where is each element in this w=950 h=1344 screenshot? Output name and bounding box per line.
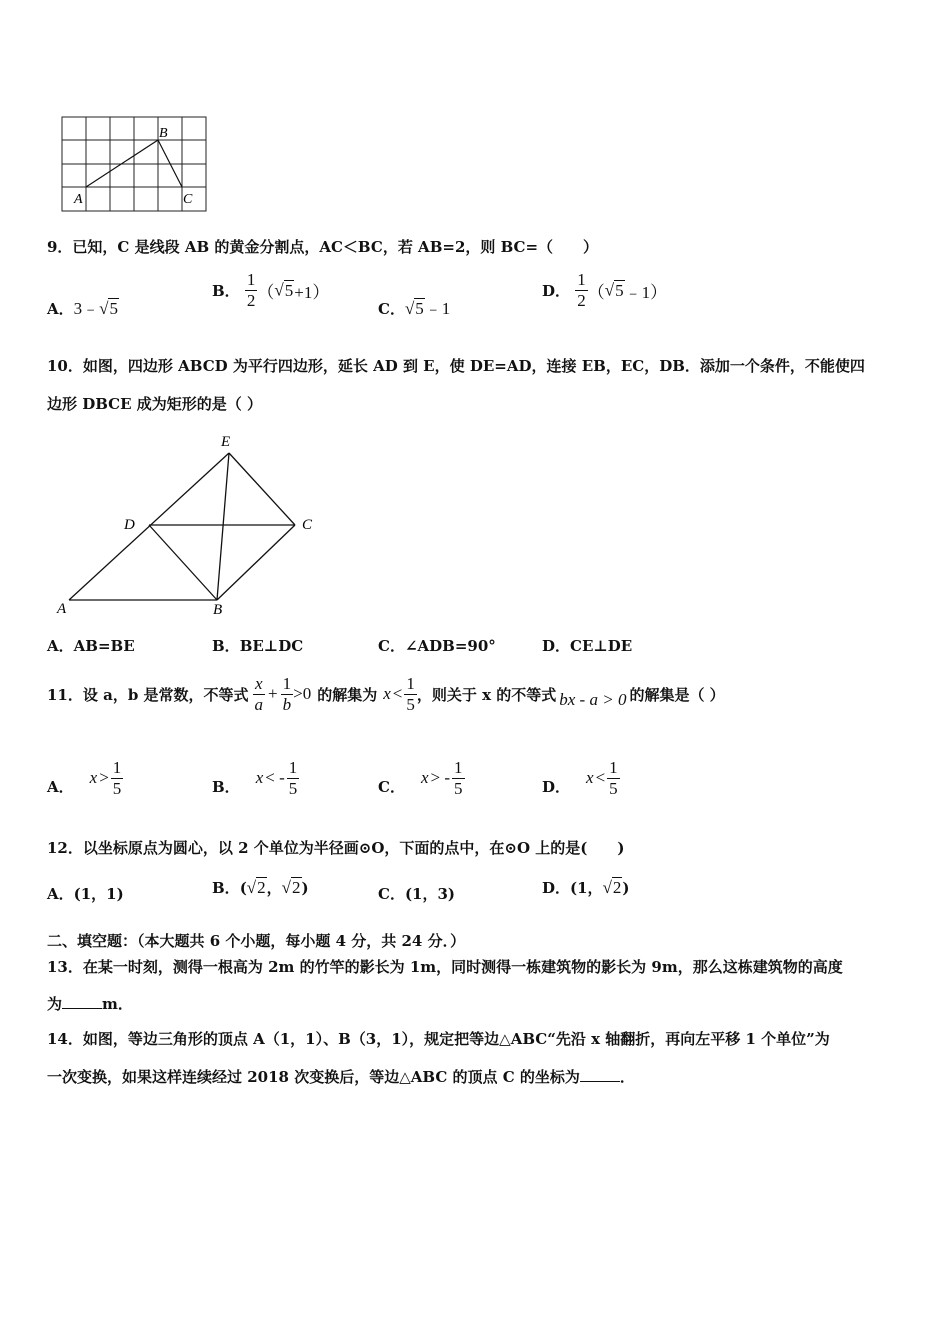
fraction-denominator: 2 — [246, 291, 256, 310]
option-text: AB=BE — [73, 637, 135, 655]
fraction-denominator: 5 — [454, 778, 463, 798]
sqrt-expression: √2 — [281, 878, 301, 897]
fraction-numerator: 1 — [282, 673, 292, 693]
inequality: bx - a > 0 — [559, 690, 627, 709]
q14-stem-line1: 14．如图，等边三角形的顶点 A（1，1）、B（3，1），规定把等边△ABC“先沿 x 轴翻折，再向左平移 1 个单位”为 — [47, 1030, 830, 1048]
q11-lead-text: 11．设 a，b 是常数，不等式 — [47, 685, 249, 704]
option-text: ∠ADB=90° — [404, 637, 496, 655]
q11-option-d[interactable] — [542, 756, 620, 800]
q12-option-d[interactable] — [542, 877, 630, 898]
option-label: C． — [378, 885, 405, 903]
fraction-numerator: 1 — [577, 270, 586, 289]
fraction-denominator: 5 — [609, 778, 618, 798]
parallelogram-svg — [55, 430, 325, 620]
option-text: (1，1) — [73, 885, 124, 903]
q10-option-b[interactable] — [212, 635, 303, 656]
answer-blank[interactable] — [62, 1008, 102, 1009]
grid-label-b: B — [159, 126, 168, 141]
operator: + — [268, 684, 278, 703]
option-label: D． — [542, 282, 571, 300]
q10-option-d[interactable] — [542, 635, 632, 656]
fraction — [404, 674, 417, 715]
grid-figure — [58, 115, 218, 217]
parallelogram-figure — [55, 430, 325, 620]
label-c: C — [302, 517, 313, 533]
option-text: ﹣1） — [624, 283, 668, 302]
fraction-numerator: 1 — [609, 757, 618, 777]
sqrt-expression: √2 — [246, 878, 266, 897]
q9-option-a[interactable] — [47, 294, 119, 319]
grid-label-c: C — [183, 192, 193, 207]
q13-text: 为 — [47, 995, 63, 1013]
fraction-denominator: 5 — [112, 778, 122, 798]
option-label: C． — [378, 777, 405, 796]
radicand: 5 — [615, 280, 624, 300]
variable: x — [383, 684, 391, 703]
label-b: B — [213, 602, 223, 618]
q11-tail-text: 的解集是（ ） — [629, 685, 725, 704]
radicand: 2 — [292, 878, 301, 897]
option-text: ( — [239, 879, 247, 897]
option-text: (1， — [570, 879, 603, 897]
variable: x — [420, 768, 429, 787]
q11-option-a[interactable] — [47, 756, 123, 800]
fraction — [253, 674, 266, 715]
fraction — [452, 758, 465, 799]
sqrt-expression: √2 — [602, 878, 622, 897]
q9-option-b[interactable] — [212, 270, 329, 311]
option-text: +1） — [294, 283, 330, 302]
q13-stem-line2 — [47, 993, 133, 1014]
q14-text: 一次变换，如果这样连续经过 2018 次变换后，等边△ABC 的顶点 C 的坐标为 — [47, 1068, 580, 1086]
segment-db — [149, 525, 217, 600]
segment-eb — [217, 453, 229, 600]
option-label: A． — [47, 885, 74, 903]
sqrt-expression: √5 — [99, 299, 118, 318]
relation: >0 — [293, 684, 312, 703]
option-label: B． — [212, 637, 240, 655]
option-label: D． — [542, 637, 571, 655]
fraction — [575, 270, 588, 311]
fraction-denominator: 2 — [577, 291, 586, 310]
q11-option-b[interactable] — [212, 756, 299, 800]
fraction-denominator: b — [282, 694, 292, 714]
variable: x — [89, 768, 98, 787]
radicand: 5 — [284, 280, 294, 300]
q13-stem-line1: 13．在某一时刻，测得一根高为 2m 的竹竿的影长为 1m，同时测得一栋建筑物的影长为 9m，那么这栋建筑物的高度 — [47, 958, 843, 976]
fraction-numerator: x — [253, 674, 266, 695]
fraction-denominator: a — [254, 694, 264, 714]
option-label: B． — [212, 879, 240, 897]
q13-text: m． — [102, 995, 133, 1013]
option-text: CE⊥DE — [570, 637, 633, 655]
q10-stem-line1: 10．如图，四边形 ABCD 为平行四边形，延长 AD 到 E，使 DE=AD，连接 EB，EC，DB．添加一个条件，不能使四 — [47, 357, 865, 375]
option-label: C． — [378, 637, 405, 655]
q14-text: ． — [619, 1068, 635, 1086]
fraction — [287, 758, 300, 799]
fraction — [281, 674, 294, 715]
relation: < — [392, 684, 403, 703]
fraction-denominator: 5 — [288, 778, 298, 798]
label-d: D — [124, 517, 135, 533]
q10-option-c[interactable] — [378, 635, 496, 656]
fraction-numerator: 1 — [406, 673, 415, 693]
grid-label-a: A — [74, 192, 83, 207]
option-text: （ — [257, 283, 275, 302]
radicand: 2 — [257, 878, 266, 897]
q14-stem-line2 — [47, 1066, 635, 1087]
option-label: D． — [542, 879, 571, 897]
q10-stem-line2: 边形 DBCE 成为矩形的是（ ） — [47, 395, 263, 413]
option-label: A． — [47, 777, 74, 796]
grid-figure-svg — [58, 115, 218, 217]
option-label: C． — [378, 300, 405, 318]
relation: < - — [265, 768, 285, 787]
option-label: A． — [47, 300, 74, 318]
radicand: 5 — [415, 299, 424, 318]
label-e: E — [221, 434, 231, 450]
option-label: B． — [212, 282, 240, 300]
radicand: 5 — [109, 299, 118, 318]
fraction — [111, 758, 124, 799]
sqrt-expression: √5 — [404, 299, 424, 318]
q12-option-a[interactable] — [47, 883, 124, 904]
q9-option-c[interactable] — [378, 294, 450, 319]
option-text: (1，3) — [404, 885, 456, 903]
option-text: ﹣1 — [424, 299, 451, 318]
fraction-numerator: 1 — [454, 757, 463, 777]
q10-option-a[interactable] — [47, 635, 135, 656]
label-a: A — [57, 601, 67, 617]
fraction-denominator: 5 — [406, 694, 415, 714]
option-text: （ — [587, 283, 605, 302]
option-text: ) — [622, 879, 630, 897]
q12-option-b[interactable] — [212, 877, 309, 898]
option-text: BE⊥DC — [239, 637, 304, 655]
sqrt-expression: √5 — [604, 280, 624, 300]
fraction-numerator: 1 — [288, 757, 298, 777]
q9-stem: 9．已知，C 是线段 AB 的黄金分割点，AC＜BC，若 AB=2，则 BC=（ ） — [47, 238, 599, 256]
option-text: 3﹣ — [73, 299, 100, 318]
segment-ec — [229, 453, 295, 525]
fraction-numerator: 1 — [246, 270, 256, 289]
fraction — [607, 758, 620, 799]
variable: x — [586, 768, 594, 787]
q11-mid-text: ，则关于 x 的不等式 — [416, 685, 557, 704]
radicand: 2 — [612, 878, 622, 897]
option-label: D． — [542, 777, 571, 796]
relation: > - — [430, 768, 450, 787]
option-label: B． — [212, 777, 240, 796]
option-label: A． — [47, 637, 74, 655]
option-text: ) — [301, 879, 309, 897]
answer-blank[interactable] — [580, 1081, 620, 1082]
q12-option-c[interactable] — [378, 883, 455, 904]
section-title: 二、填空题：（本大题共 6 个小题，每小题 4 分，共 24 分．） — [47, 932, 466, 950]
q12-stem: 12．以坐标原点为圆心，以 2 个单位为半径画⊙O，下面的点中，在⊙O 上的是( ) — [47, 839, 625, 857]
segment-bc — [217, 525, 295, 600]
option-text: ， — [266, 879, 282, 897]
fraction-numerator: 1 — [112, 757, 122, 777]
q11-mid-text: 的解集为 — [317, 685, 378, 704]
sqrt-expression: √5 — [274, 280, 294, 300]
relation: > — [99, 768, 109, 787]
segment-ae — [69, 453, 229, 600]
fraction — [245, 270, 258, 311]
relation: < — [595, 768, 606, 787]
q11-stem — [47, 672, 725, 716]
variable: x — [255, 768, 264, 787]
q9-option-d[interactable] — [542, 270, 667, 311]
q11-option-c[interactable] — [378, 756, 465, 800]
